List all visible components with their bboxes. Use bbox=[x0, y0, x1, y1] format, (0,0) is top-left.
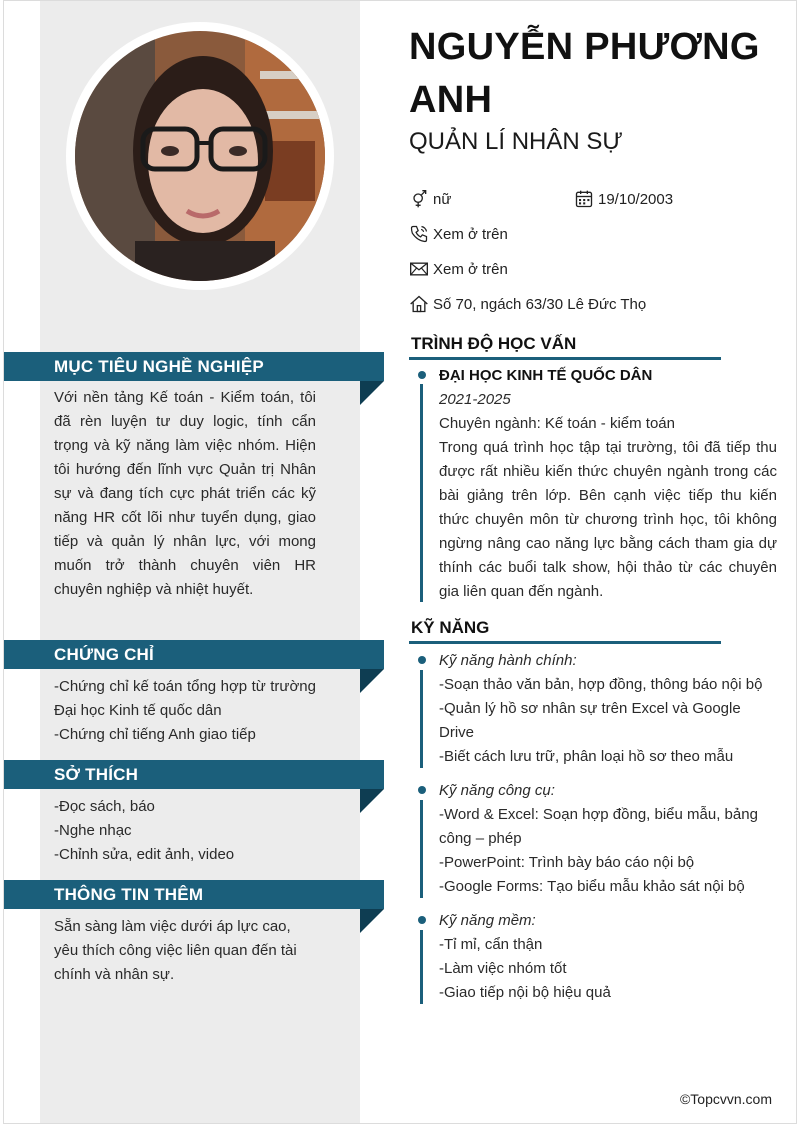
gender-row bbox=[409, 189, 451, 209]
skill-item: -PowerPoint: Trình bày báo cáo nội bộ bbox=[439, 854, 695, 871]
skill-item: -Tỉ mỉ, cẩn thận bbox=[439, 936, 543, 953]
school-name: ĐẠI HỌC KINH TẾ QUỐC DÂN bbox=[439, 367, 653, 384]
birthday-row bbox=[574, 189, 673, 209]
objective-banner: MỤC TIÊU NGHỀ NGHIỆP bbox=[4, 352, 384, 381]
mail-icon bbox=[409, 259, 429, 279]
extra-text: Sẵn sàng làm việc dưới áp lực cao, yêu thích công việc liên quan đến tài chính và nhân sự. bbox=[54, 918, 297, 983]
avatar bbox=[75, 31, 325, 281]
hobbies-banner: SỞ THÍCH bbox=[4, 760, 384, 789]
full-name bbox=[409, 21, 779, 127]
objective-text: Với nền tảng Kế toán - Kiểm toán, tôi đã rèn luyện tư duy logic, tính cẩn trọng và kỹ năng làm việc nhóm. Hiện tôi hướng đến lĩnh vực Quản trị Nhân sự và đang tích cực phát triển các kỹ năng HR cốt lõi như tuyển dụng, giao tiếp và quản lý nhân lực, với mong muốn trở thành chuyên viên HR chuyên nghiệp và nhiệt huyết. bbox=[54, 389, 316, 598]
hobby-item: -Chỉnh sửa, edit ảnh, video bbox=[54, 846, 235, 863]
skill-group-tools bbox=[439, 779, 777, 899]
home-icon bbox=[409, 294, 429, 314]
gender-value: nữ bbox=[433, 190, 452, 208]
name-line-2: ANH bbox=[409, 79, 493, 121]
skills-title: KỸ NĂNG bbox=[411, 618, 490, 637]
phone-value: Xem ở trên bbox=[433, 225, 508, 243]
skill-item: -Làm việc nhóm tốt bbox=[439, 960, 567, 977]
skill-group-timeline bbox=[420, 800, 423, 898]
cv-page bbox=[3, 0, 797, 1124]
hobbies-banner-fold bbox=[360, 789, 384, 813]
skills-rule bbox=[409, 641, 721, 644]
skill-group-admin bbox=[439, 649, 777, 769]
avatar-photo bbox=[75, 31, 325, 281]
certs-banner-fold bbox=[360, 669, 384, 693]
study-description: Trong quá trình học tập tại trường, tôi đã tiếp thu được rất nhiều kiến thức chuyên ngành trong các bài giảng trên lớp. Bên cạnh việc tiếp thu kiến thức chuyên môn từ chương trình học, tôi không ngừng nâng cao năng lực bằng cách tham gia dự thính các buổi talk show, hội thảo từ các chuyên gia liên quan đến ngành. bbox=[439, 439, 777, 600]
hobbies-list bbox=[54, 795, 316, 867]
email-row bbox=[409, 259, 508, 279]
copyright-footer[interactable]: ©Topcvvn.com bbox=[679, 1091, 772, 1107]
skill-group-bullet bbox=[418, 916, 426, 924]
skill-group-timeline bbox=[420, 930, 423, 1004]
skill-group-heading: Kỹ năng công cụ: bbox=[439, 782, 555, 799]
phone-icon bbox=[409, 224, 429, 244]
job-title: QUẢN LÍ NHÂN SỰ bbox=[409, 128, 623, 155]
extra-banner: THÔNG TIN THÊM bbox=[4, 880, 384, 909]
skill-item: -Quản lý hồ sơ nhân sự trên Excel và Google Drive bbox=[439, 700, 741, 741]
calendar-icon bbox=[574, 189, 594, 209]
certs-list bbox=[54, 675, 316, 747]
skill-item: -Giao tiếp nội bộ hiệu quả bbox=[439, 984, 611, 1001]
education-bullet bbox=[418, 371, 426, 379]
address-row bbox=[409, 294, 646, 314]
study-period: 2021-2025 bbox=[439, 391, 511, 408]
certs-banner: CHỨNG CHỈ bbox=[4, 640, 384, 669]
education-rule bbox=[409, 357, 721, 360]
phone-row bbox=[409, 224, 508, 244]
skill-item: -Google Forms: Tạo biểu mẫu khảo sát nội bộ bbox=[439, 878, 745, 895]
cert-item: -Chứng chỉ kế toán tổng hợp từ trường Đại học Kinh tế quốc dân bbox=[54, 678, 316, 719]
extra-banner-fold bbox=[360, 909, 384, 933]
education-title: TRÌNH ĐỘ HỌC VẤN bbox=[411, 334, 577, 353]
name-line-1: NGUYỄN PHƯƠNG bbox=[409, 26, 760, 68]
skill-item: -Soạn thảo văn bản, hợp đồng, thông báo nội bộ bbox=[439, 676, 763, 693]
skill-group-timeline bbox=[420, 670, 423, 768]
cert-item: -Chứng chỉ tiếng Anh giao tiếp bbox=[54, 726, 256, 743]
skill-group-bullet bbox=[418, 786, 426, 794]
study-major: Chuyên ngành: Kế toán - kiểm toán bbox=[439, 415, 675, 432]
address-value: Số 70, ngách 63/30 Lê Đức Thọ bbox=[433, 295, 647, 313]
education-block bbox=[439, 364, 777, 604]
skill-item: -Biết cách lưu trữ, phân loại hồ sơ theo mẫu bbox=[439, 748, 734, 765]
skill-group-heading: Kỹ năng hành chính: bbox=[439, 652, 577, 669]
email-value: Xem ở trên bbox=[433, 260, 508, 278]
skill-group-bullet bbox=[418, 656, 426, 664]
skill-group-soft bbox=[439, 909, 777, 1005]
objective-banner-fold bbox=[360, 381, 384, 405]
hobby-item: -Đọc sách, báo bbox=[54, 798, 155, 815]
hobby-item: -Nghe nhạc bbox=[54, 822, 132, 839]
skill-group-heading: Kỹ năng mềm: bbox=[439, 912, 536, 929]
education-timeline bbox=[420, 384, 423, 602]
gender-icon bbox=[409, 189, 429, 209]
birthday-value: 19/10/2003 bbox=[598, 190, 674, 208]
skill-item: -Word & Excel: Soạn hợp đồng, biểu mẫu, bảng công – phép bbox=[439, 806, 758, 847]
